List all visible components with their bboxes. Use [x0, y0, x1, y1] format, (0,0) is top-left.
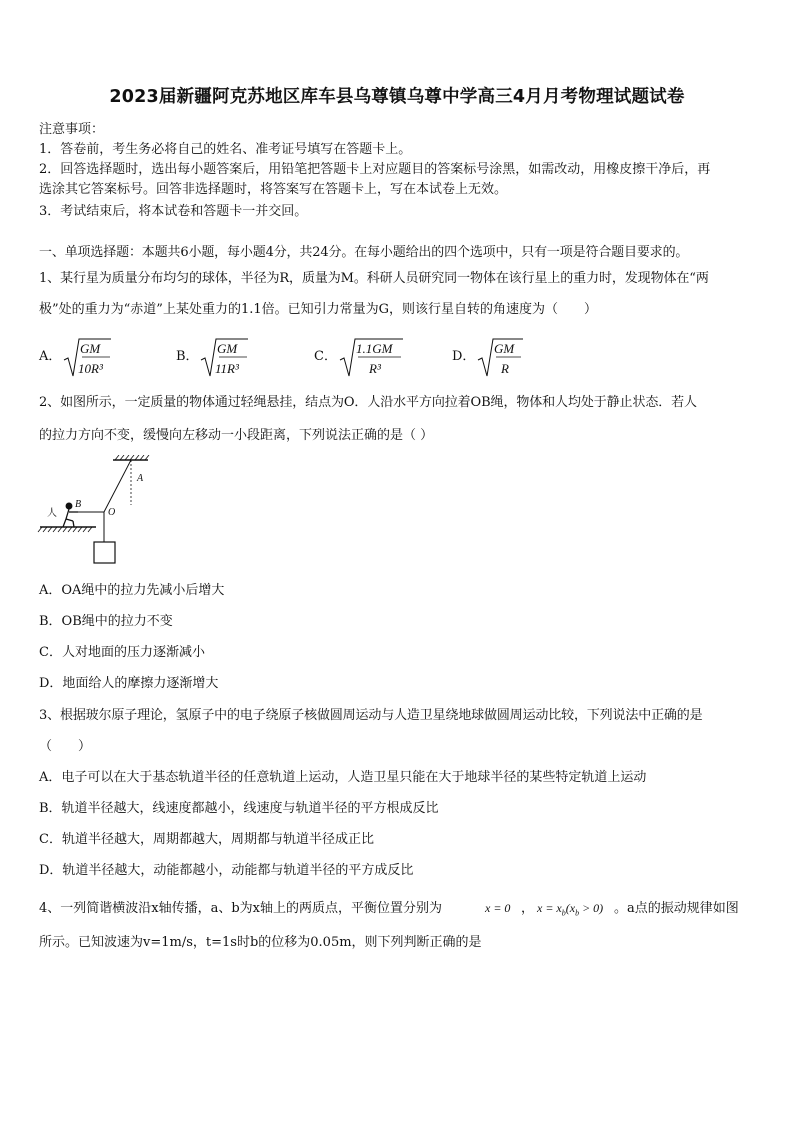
q4-separator: ， [521, 901, 535, 916]
note-item-3: 3．考试结束后，将本试卷和答题卡一并交回。 [39, 204, 308, 219]
fraction-denominator: 11R³ [215, 361, 239, 376]
fraction-numerator: GM [80, 341, 101, 356]
q3-option-d[interactable]: D．轨道半径越大，动能都越小，动能都与轨道半径的平方成反比 [39, 863, 414, 878]
fraction-denominator: R³ [369, 361, 381, 376]
q2-figure [36, 455, 166, 573]
label-person: 人 [47, 508, 57, 519]
q2-stem-line1: 2、如图所示，一定质量的物体通过轻绳悬挂，结点为O．人沿水平方向拉着OB绳，物体和人均处于静止状态．若人 [39, 395, 697, 410]
q2-stem-line2: 的拉力方向不变，缓慢向左移动一小段距离，下列说法正确的是（ ） [39, 428, 434, 443]
option-label: C． [314, 349, 337, 364]
note-item-2-cont: 选涂其它答案标号。回答非选择题时，将答案写在答题卡上，写在本试卷上无效。 [39, 182, 508, 197]
q4-stem-line1-part1: 4、一列简谐横波沿x轴传播，a、b为x轴上的两质点，平衡位置分别为 [39, 901, 443, 916]
q2-option-c[interactable]: C．人对地面的压力逐渐减小 [39, 645, 205, 660]
fraction-numerator: 1.1GM [356, 341, 393, 356]
note-item-1: 1．答卷前，考生务必将自己的姓名、准考证号填写在答题卡上。 [39, 142, 412, 157]
q3-stem-line2: （ ） [39, 739, 92, 754]
label-o: O [108, 507, 116, 518]
fraction-denominator: 10R³ [78, 361, 103, 376]
q3-option-c[interactable]: C．轨道半径越大，周期都越大，周期都与轨道半径成正比 [39, 832, 374, 847]
option-label: A． [39, 349, 62, 364]
q3-option-b[interactable]: B．轨道半径越大，线速度都越小，线速度与轨道半径的平方根成反比 [39, 801, 439, 816]
q4-stem-line2: 所示。已知波速为v=1m/s，t=1s时b的位移为0.05m，则下列判断正确的是 [39, 935, 482, 950]
q1-stem-line2: 极”处的重力为“赤道”上某处重力的1.1倍。已知引力常量为G，则该行星自转的角速度为（ ） [39, 302, 597, 317]
fraction-numerator: GM [494, 341, 515, 356]
label-b: B [75, 499, 82, 510]
section-heading: 一、单项选择题：本题共6小题，每小题4分，共24分。在每小题给出的四个选项中，只有一项是符合题目要求的。 [39, 245, 689, 260]
label-a: A [137, 473, 144, 484]
eq-xb-cond-sub: b [575, 908, 580, 918]
weight-box [94, 542, 115, 563]
q3-stem-line1: 3、根据玻尔原子理论，氢原子中的电子绕原子核做圆周运动与人造卫星绕地球做圆周运动比较，下列说法中正确的是 [39, 708, 703, 723]
eq-xb-main: x = x [537, 901, 562, 915]
fraction-numerator: GM [217, 341, 238, 356]
page-title: 2023届新疆阿克苏地区库车县乌尊镇乌尊中学高三4月月考物理试题试卷 [109, 87, 685, 107]
option-label: B． [176, 349, 199, 364]
q4-eq-xa: x = 0 [485, 901, 511, 915]
q4-stem-line1-part2: 。a点的振动规律如图 [614, 901, 739, 916]
q2-option-b[interactable]: B．OB绳中的拉力不变 [39, 614, 173, 629]
q4-eq-xb [537, 902, 603, 917]
eq-xb-sub: b [561, 908, 566, 918]
option-label: D． [452, 349, 476, 364]
rope-oa [104, 460, 131, 512]
q2-option-d[interactable]: D．地面给人的摩擦力逐渐增大 [39, 676, 219, 691]
eq-xb-cond2: > 0) [579, 901, 604, 915]
note-item-2: 2．回答选择题时，选出每小题答案后，用铅笔把答题卡上对应题目的答案标号涂黑，如需改动，用橡皮擦干净后，再 [39, 162, 711, 177]
q2-option-a[interactable]: A．OA绳中的拉力先减小后增大 [39, 583, 225, 598]
fraction-denominator: R [501, 361, 509, 376]
q1-stem-line1: 1、某行星为质量分布均匀的球体，半径为R，质量为M。科研人员研究同一物体在该行星上的重力时，发现物体在“两 [39, 271, 709, 286]
notes-heading: 注意事项： [39, 122, 105, 137]
q3-option-a[interactable]: A．电子可以在大于基态轨道半径的任意轨道上运动，人造卫星只能在大于地球半径的某些特定轨道上运动 [39, 770, 647, 785]
eq-xb-cond: (x [565, 901, 576, 915]
